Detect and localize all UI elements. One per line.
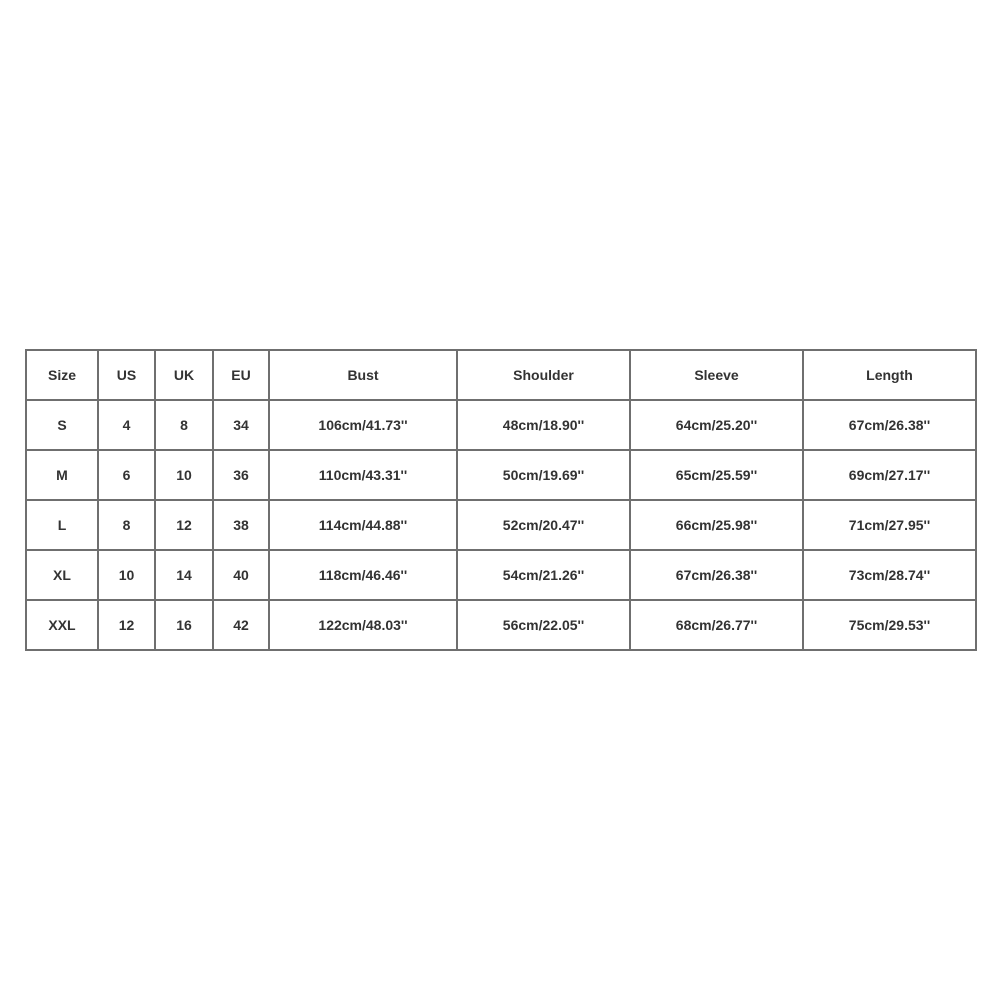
cell-length: 73cm/28.74'' [803,550,976,600]
cell-uk: 16 [155,600,213,650]
table-row [26,450,976,500]
cell-bust: 110cm/43.31'' [269,450,457,500]
cell-eu: 40 [213,550,269,600]
size-chart-table [25,349,977,651]
cell-uk: 10 [155,450,213,500]
cell-size: M [26,450,98,500]
cell-shoulder: 54cm/21.26'' [457,550,630,600]
cell-us: 6 [98,450,155,500]
cell-length: 71cm/27.95'' [803,500,976,550]
cell-shoulder: 56cm/22.05'' [457,600,630,650]
cell-sleeve: 66cm/25.98'' [630,500,803,550]
cell-length: 67cm/26.38'' [803,400,976,450]
cell-length: 75cm/29.53'' [803,600,976,650]
cell-bust: 106cm/41.73'' [269,400,457,450]
cell-sleeve: 68cm/26.77'' [630,600,803,650]
cell-eu: 36 [213,450,269,500]
cell-uk: 14 [155,550,213,600]
cell-shoulder: 52cm/20.47'' [457,500,630,550]
cell-size: XXL [26,600,98,650]
cell-sleeve: 64cm/25.20'' [630,400,803,450]
cell-size: XL [26,550,98,600]
header-shoulder: Shoulder [457,350,630,400]
table-row [26,400,976,450]
header-row [26,350,976,400]
cell-shoulder: 48cm/18.90'' [457,400,630,450]
cell-bust: 118cm/46.46'' [269,550,457,600]
cell-size: L [26,500,98,550]
cell-sleeve: 67cm/26.38'' [630,550,803,600]
header-uk: UK [155,350,213,400]
cell-eu: 38 [213,500,269,550]
cell-us: 4 [98,400,155,450]
cell-shoulder: 50cm/19.69'' [457,450,630,500]
cell-us: 12 [98,600,155,650]
cell-bust: 122cm/48.03'' [269,600,457,650]
table-row [26,600,976,650]
cell-uk: 8 [155,400,213,450]
cell-size: S [26,400,98,450]
cell-length: 69cm/27.17'' [803,450,976,500]
cell-us: 8 [98,500,155,550]
cell-eu: 42 [213,600,269,650]
header-size: Size [26,350,98,400]
header-eu: EU [213,350,269,400]
header-us: US [98,350,155,400]
header-length: Length [803,350,976,400]
cell-bust: 114cm/44.88'' [269,500,457,550]
cell-uk: 12 [155,500,213,550]
cell-eu: 34 [213,400,269,450]
table-row [26,500,976,550]
cell-us: 10 [98,550,155,600]
cell-sleeve: 65cm/25.59'' [630,450,803,500]
table-row [26,550,976,600]
header-bust: Bust [269,350,457,400]
header-sleeve: Sleeve [630,350,803,400]
